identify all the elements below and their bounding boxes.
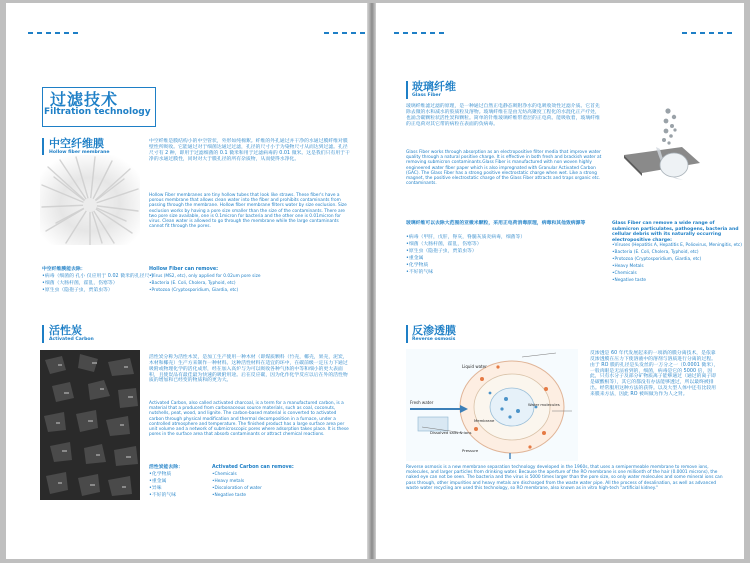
- hollow-fiber-paragraph-en: Hollow Fiber membranes are tiny hollow tubes that look like straws. These fiber's have a porous membrane that allows clean water into the fiber and prohibits contaminants from passing through the membrane. Hollow fiber membrane filters water by size exclusion. Size exclusion works by having a pore size smaller than the size of the contaminants. There are two pore size available, one is 0.1micron for bacteria and the other one is 0.01micron for virus. Clean water is allowed to go through the membrane while the large contaminants cannot fit through the pores.: [149, 193, 347, 230]
- ro-label-side: Water molecules: [528, 402, 560, 407]
- glass-remove-item: •细菌（大肠杆菌，霍乱，伤寒等）: [406, 242, 482, 247]
- decorative-dashes: [682, 32, 736, 34]
- hollow-remove-title-cn: 中空纤维膜能去除：: [42, 267, 86, 272]
- ro-label-bottom: Pressure: [462, 448, 479, 453]
- ro-paragraph-cn: 反渗透是 60 年代发展起来的一项新的膜分离技术，是依靠反渗透膜在压力下使溶液中的溶剂与溶质进行分离的过程。由于 RO 膜的孔径是头发丝的一万分之一（0.0001 微米），一般肉眼是无法看到的，细菌，病毒是它的 5000 倍，因此，只有水分子及部分矿物质离子能够通过（通过的离子即是碳酸根等），其它的都没有办法能够透过，所以最终被排出。经常服用这种方法的获得。以及大型人体中还有比较用来膜来方法，因此 RO 被叫做为作为人之肾。: [590, 351, 719, 397]
- glass-remove-item: •不好的气味: [406, 270, 434, 275]
- hollow-remove-item: •病毒（细菌的 孔小 仅应用于 0.02 微米的孔径尺寸: [42, 274, 155, 279]
- ro-label-ions: Dissolved salts & ions: [430, 430, 472, 435]
- glass-remove-item: •Viruses (Hepatitis A, Hepatitis E, Poliovirus, Meningitis, etc): [612, 243, 742, 248]
- hollow-remove-item: •Virus (MS2, etc), only applied for 0.02um pore size: [149, 274, 261, 279]
- glass-remove-item: •Negative taste: [612, 278, 647, 283]
- decorative-dashes: [394, 32, 448, 34]
- hollow-fiber-image: [40, 155, 140, 245]
- carbon-subtitle: Activated Carbon: [49, 337, 94, 342]
- carbon-title: 活性炭: [49, 324, 82, 337]
- ro-label-mid: Membrane: [474, 418, 495, 423]
- hollow-remove-item: •Bacteria (E. Coli, Cholera, Typhoid, etc): [149, 281, 236, 286]
- carbon-remove-item: •化学物质: [149, 472, 172, 477]
- glass-remove-item: •原生虫（隐孢子虫，贾第虫等）: [406, 249, 477, 254]
- glass-paragraph-en: Glass Fiber works through absorption as an electropositive filter media that improve water quality through a natural positive charge. It is effective in both fresh and brackish water at removing submicron contaminants.Glass Fiber is manufactured with non woven highly engineered water fiber paper which is also impregnated with Granular Activated Carbon (GAC). The Glass Fiber has a strong positive electrostatic charge when wet. Like a strong magnet, the positive electrostatic charge of the Glass Fiber attracts and traps organic etc. contaminants.: [406, 150, 602, 187]
- glass-remove-item: •重金属: [406, 256, 424, 261]
- carbon-remove-title-en: Activated Carbon can remove:: [212, 465, 294, 470]
- hollow-remove-item: •Protozoa (Cryptosporidium, Giardia, etc): [149, 288, 239, 293]
- glass-remove-item: •病毒（甲肝，戊肝，脊灰，脊髓灰质炎病毒，细菌等）: [406, 235, 526, 240]
- glass-fiber-title: 玻璃纤维: [412, 80, 456, 93]
- ro-label-fresh: Fresh water: [410, 400, 434, 405]
- glass-fiber-image: [616, 103, 706, 185]
- ro-label-top: Liquid water: [462, 364, 487, 369]
- decorative-dashes: [28, 32, 82, 34]
- section-accent-bar: [406, 325, 408, 343]
- activated-carbon-image: [40, 350, 140, 500]
- ro-subtitle: Reverse osmosis: [412, 337, 456, 342]
- carbon-remove-title-cn: 活性炭能去除：: [149, 465, 183, 470]
- right-page: [376, 3, 744, 559]
- hollow-fiber-title: 中空纤维膜: [49, 137, 104, 150]
- hollow-remove-item: •细菌（大肠杆菌，霍乱，伤寒等）: [42, 281, 118, 286]
- section-accent-bar: [42, 325, 44, 343]
- header-title-cn: 过滤技术: [50, 90, 119, 109]
- hollow-fiber-subtitle: Hollow fiber membrane: [49, 150, 110, 155]
- hollow-remove-title-en: Hollow Fiber can remove:: [149, 267, 219, 272]
- carbon-remove-item: •Negative taste: [212, 493, 247, 498]
- ro-title: 反渗透膜: [412, 324, 456, 337]
- page-gutter: [367, 3, 376, 559]
- header-title-en: Filtration technology: [44, 107, 151, 117]
- glass-remove-title-cn: 玻璃纤维可以去除大范围的亚微米颗粒，采用正电荷消毒原理，病毒和其他致病源等: [406, 221, 586, 226]
- hollow-remove-item: •原生虫（隐孢子虫，贾第虫等）: [42, 288, 113, 293]
- glass-remove-item: •Bacteria (E. Coli, Cholera, Typhoid, etc): [612, 250, 699, 255]
- carbon-remove-item: •重金属: [149, 479, 167, 484]
- hollow-fiber-paragraph-cn: 中空纤维是膜结构小的中空管状，外形如纯棉絮。纤维的外孔通过并干净的水通过膜纤维对膜壁性所吸收。它能通过对于细菌达通过过滤，孔径的尺寸小于为染物尺寸从而达到过滤。孔径尺寸有 2 种，即用于过滤细菌的 0.1 微米和用于过滤病毒的 0.01 微米。这是我们只有用于干净的水通过膜性，同时对大于膜孔径的所有杂质物，从而使得水净化。: [149, 139, 350, 162]
- glass-paragraph-cn: 玻璃纤维滤过滤的原理，是一种通过自然正电静态吸附净水的电吸收效性过滤介质。它首先除去微的水和减水的胶质粒及溶物。玻璃纤维在是由无纺高聚度工程化的水混化正产疗处，也涌含碳颗粒状活性炭和颗粒。简单的针维玻璃纤维带着层的正电荷。能吸收着，玻璃纤维的正电荷对其它带的病粒在表面的负病毒。: [406, 104, 600, 127]
- glass-remove-item: •Protozoa (Cryptosporidium, Giardia, etc): [612, 257, 702, 262]
- carbon-remove-item: •不好的气味: [149, 493, 177, 498]
- glass-remove-title-en: Glass Fiber can remove a wide range of submicron particulates, pathogens, bacteria and cellular debris with its naturally occurring electropositive charge:: [612, 221, 739, 243]
- section-accent-bar: [42, 138, 44, 156]
- carbon-remove-item: •异味: [149, 486, 162, 491]
- glass-remove-item: •化学物质: [406, 263, 429, 268]
- glass-remove-item: •Chemicals: [612, 271, 637, 276]
- carbon-paragraph-cn: 活性炭分称为活性木炭，是加工生产使用一种木材（即煤质颗料（竹壳，椰壳，果壳，泥炭，木材和椰壳）生产方来制作一种材料。这种活性材料在适宜的环中，在碳前级一定压力下通过吸附或物理化学的活化成形，经在加入高炉与为可以吸收各种气体的中等和细小的更大表面积，且使炭品有最佳最为快速的吸附用途。后在反应碳，因为化作化学反应以后在外的活性物质的增加和已经变的物质和的更为大。: [149, 355, 348, 384]
- left-page: [6, 3, 367, 559]
- carbon-remove-item: •Chemicals: [212, 472, 237, 477]
- glass-fiber-subtitle: Glass Fiber: [412, 93, 441, 98]
- carbon-remove-item: •Discoloration of water: [212, 486, 262, 491]
- carbon-remove-item: •Heavy metals: [212, 479, 245, 484]
- carbon-paragraph-en: Activated Carbon, also called activated charcoal, is a term for a manufactured carbon, is a material that a produced from carbonaceous source materials, such as coal, coconuts, nutshells, peat, wood, and lignite. The carbon-based material is converted to activated carbon through physical modification and thermal decomposition in a furnace, under a controlled atmosphere and temperature. The finished product has a large surface area per unit volume and a network of submicroscopic pores where adsorption takes place. It is these pores in the surface area that absorb contaminants or attract chemical reactions.: [149, 401, 349, 438]
- decorative-dashes: [324, 32, 367, 34]
- ro-paragraph-en: Reverse osmosis is a new membrane separation technology developed in the 1960s, that uses a semipermeable membrane to remove ions, molecules, and larger particles from drinking water. Because the aperture of the RO membrane is one millionth of the hair (0.0001 microns), the naked eye can not be seen. The bacteria and the virus is 5000 times larger than the pore size, so only water molecules and some mineral ions can pass through, other impurities and heavy metals are discharged from the waste water pipe. All the process of desalination, as well as advanced waste water recycling are used this technology, so RO membrane, also known as in vitro high-tech "artificial kidney.": [406, 465, 723, 491]
- section-accent-bar: [406, 81, 408, 99]
- glass-remove-item: •Heavy Metals: [612, 264, 644, 269]
